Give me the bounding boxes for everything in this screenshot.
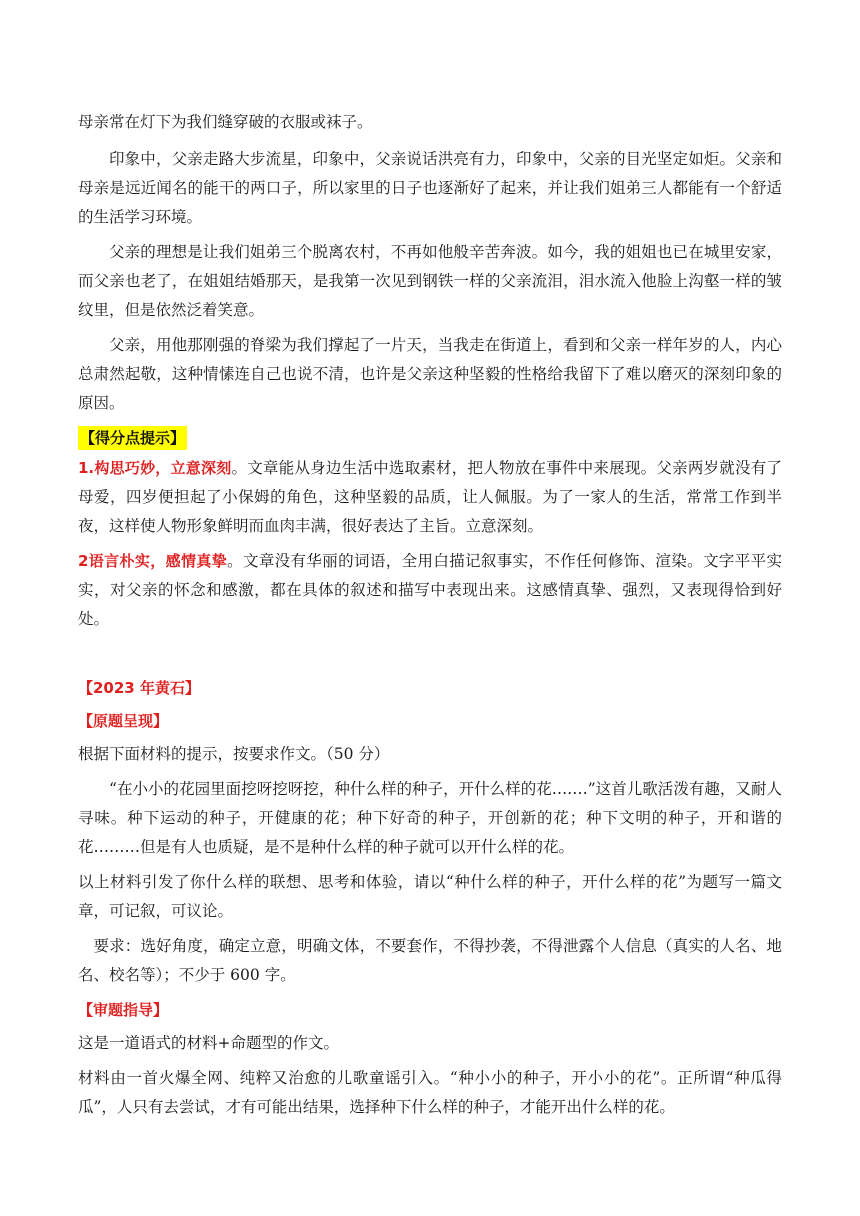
prompt-paragraph: 以上材料引发了你什么样的联想、思考和体验，请以“种什么样的种子，开什么样的花”为题写一篇文章，可记叙，可议论。 <box>78 873 782 920</box>
material-paragraph: “在小小的花园里面挖呀挖呀挖，种什么样的种子，开什么样的花….…”这首儿歌活泼有趣，又耐人寻味。种下运动的种子，开健康的花；种下好奇的种子，开创新的花；种下文明的种子，开和谐的花………但是有人也质疑，是不是种什么样的种子就可以开什么样的花。 <box>78 780 782 856</box>
scoring-tip-2-heading: 2语言朴实，感情真挚 <box>78 552 228 570</box>
section-title-2023-huangshi: 【2023 年黄石】 <box>78 679 200 697</box>
essay-paragraph: 父亲，用他那刚强的脊梁为我们撑起了一片天，当我走在街道上，看到和父亲一样年岁的人，内心总肃然起敬，这种情愫连自己也说不清，也许是父亲这种坚毅的性格给我留下了难以磨灭的深刻印象的原因。 <box>78 336 782 412</box>
essay-paragraph: 印象中，父亲走路大步流星，印象中，父亲说话洪亮有力，印象中，父亲的目光坚定如炬。父亲和母亲是远近闻名的能干的两口子，所以家里的日子也逐渐好了起来，并让我们姐弟三人都能有一个舒适的生活学习环境。 <box>78 150 782 226</box>
guide-line-2: 材料由一首火爆全网、纯粹又治愈的儿歌童谣引入。“种小小的种子，开小小的花”。正所谓“种瓜得瓜”，人只有去尝试，才有可能出结果，选择种下什么样的种子，才能开出什么样的花。 <box>78 1069 782 1116</box>
scoring-tip-2 <box>78 547 782 634</box>
scoring-tip-2-body: 。文章没有华丽的词语，全用白描记叙事实，不作任何修饰、渲染。文字平平实实，对父亲的怀念和感激，都在具体的叙述和描写中表现出来。这感情真挚、强烈，又表现得恰到好处。 <box>78 552 782 628</box>
document-page <box>78 108 782 1128</box>
essay-paragraph: 父亲的理想是让我们姐弟三个脱离农村，不再如他般辛苦奔波。如今，我的姐姐也已在城里安家，而父亲也老了，在姐姐结婚那天，是我第一次见到钢铁一样的父亲流泪，泪水流入他脸上沟壑一样的皱纹里，但是依然泛着笑意。 <box>78 243 782 319</box>
instruction-text: 根据下面材料的提示，按要求作文。（50 分） <box>78 745 390 763</box>
scoring-tip-1-heading: 1.构思巧妙，立意深刻 <box>78 459 232 477</box>
requirements-paragraph: 要求：选好角度，确定立意，明确文体，不要套作，不得抄袭，不得泄露个人信息（真实的人名、地名、校名等）；不少于 600 字。 <box>78 937 782 984</box>
scoring-tips-label: 【得分点提示】 <box>78 426 187 450</box>
essay-line-continued: 母亲常在灯下为我们缝穿破的衣服或袜子。 <box>78 113 373 131</box>
original-question-heading: 【原题呈现】 <box>78 712 169 730</box>
guide-line-1: 这是一道语式的材料+命题型的作文。 <box>78 1034 339 1052</box>
scoring-tip-1 <box>78 454 782 541</box>
scoring-tip-1-body: 。文章能从身边生活中选取素材，把人物放在事件中来展现。父亲两岁就没有了母爱，四岁便担起了小保姆的角色，这种坚毅的品质，让人佩服。为了一家人的生活，常常工作到半夜，这样使人物形象鲜明而血肉丰满，很好表达了主旨。立意深刻。 <box>78 459 782 535</box>
guide-heading: 【审题指导】 <box>78 1001 169 1019</box>
